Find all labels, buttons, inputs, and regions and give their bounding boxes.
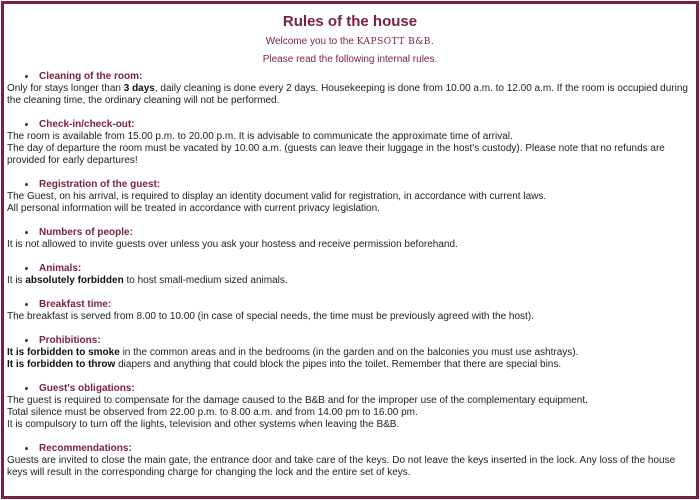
rule-heading-text: Check-in/check-out:	[39, 119, 135, 130]
rule-heading	[7, 298, 692, 311]
rule-text	[7, 191, 692, 203]
rule-heading-text: Recommendations:	[39, 443, 132, 454]
rule-text	[7, 275, 692, 287]
rule-text	[7, 419, 692, 431]
rule-text-part: It is not allowed to invite guests over unless you ask your hostess and receive permission beforehand.	[7, 239, 458, 250]
rule-text	[7, 239, 692, 251]
rule-heading-text: Prohibitions:	[39, 335, 101, 346]
document-frame	[1, 1, 699, 499]
rule-emphasis: absolutely forbidden	[25, 275, 124, 286]
rule-text	[7, 407, 692, 419]
rule-text-part: The breakfast is served from 8.00 to 10.00 (in case of special needs, the time must be previously agreed with the host).	[7, 311, 534, 322]
rule-text-part: Total silence must be observed from 22.00 p.m. to 8.00 a.m. and from 14.00 pm to 16.00 pm.	[7, 407, 418, 418]
rule-text	[7, 131, 692, 143]
rule-section	[7, 442, 692, 479]
rule-text-part: The day of departure the room must be vacated by 10.00 a.m. (guests can leave their luggage in the host's custody). Please note that no refunds are provided for early departures!	[7, 143, 665, 166]
rules-content	[4, 70, 696, 479]
rule-heading	[7, 118, 692, 131]
rule-section	[7, 298, 692, 323]
rule-section	[7, 118, 692, 167]
rule-text	[7, 203, 692, 215]
rule-text-part: The Guest, on his arrival, is required to display an identity document valid for registration, in accordance with current laws.	[7, 191, 547, 202]
rule-text-part: , daily cleaning is done every 2 days. Housekeeping is done from 10.00 a.m. to 12.00 a.m. If the room is occupied during the cleaning time, the ordinary cleaning will not be performed.	[7, 83, 688, 106]
rule-text-part: It is compulsory to turn off the lights, television and other systems when leaving the B&B.	[7, 419, 400, 430]
rule-heading-text: Numbers of people:	[39, 227, 133, 238]
rule-heading-text: Animals:	[39, 263, 82, 274]
rule-heading	[7, 442, 692, 455]
rule-text	[7, 347, 692, 359]
rule-text-part: in the common areas and in the bedrooms (in the garden and on the balconies you must use ashtrays).	[119, 347, 579, 358]
rule-section	[7, 382, 692, 431]
rule-text-part: Only for stays longer than	[7, 83, 124, 94]
rule-text-part: All personal information will be treated in accordance with current privacy legislation.	[7, 203, 380, 214]
rule-text-part: It is	[7, 275, 26, 286]
rule-text-part: diapers and anything that could block the pipes into the toilet. Remember that there are special bins.	[115, 359, 562, 370]
rule-heading	[7, 178, 692, 191]
rule-heading-text: Guest's obligations:	[39, 383, 135, 394]
rule-text	[7, 455, 692, 479]
intro-read-line: Please read the following internal rules.	[262, 54, 438, 65]
rule-heading	[7, 70, 692, 83]
rule-section	[7, 262, 692, 287]
rule-heading-text: Cleaning of the room:	[39, 71, 143, 82]
rule-text-part: The guest is required to compensate for the damage caused to the B&B and for the improper use of the complementary equipment.	[7, 395, 588, 406]
intro-welcome-line	[4, 35, 696, 49]
brand-name: KAPSOTT B&B.	[356, 37, 435, 47]
rule-text	[7, 83, 692, 107]
rule-heading-text: Registration of the guest:	[39, 179, 161, 190]
rule-heading	[7, 334, 692, 347]
rule-heading	[7, 262, 692, 275]
rule-section	[7, 334, 692, 371]
rule-heading	[7, 382, 692, 395]
rule-heading	[7, 226, 692, 239]
rule-emphasis: It is forbidden to throw	[7, 359, 116, 370]
rule-text	[7, 311, 692, 323]
rule-text	[7, 395, 692, 407]
rule-text-part: to host small-medium sized animals.	[123, 275, 288, 286]
page-title: Rules of the house	[282, 13, 418, 30]
rule-text-part: The room is available from 15.00 p.m. to 20.00 p.m. It is advisable to communicate the approximate time of arrival.	[7, 131, 513, 142]
welcome-text: Welcome you to the	[265, 36, 354, 47]
rule-emphasis: 3 days	[123, 83, 155, 94]
rule-heading-text: Breakfast time:	[39, 299, 112, 310]
rule-text-part: Guests are invited to close the main gate, the entrance door and take care of the keys. Do not leave the keys inserted in the lock. Any loss of the house keys will result in the corresponding charge for changing the lock and the entire set of keys.	[7, 455, 676, 478]
rule-emphasis: It is forbidden to smoke	[7, 347, 120, 358]
rule-section	[7, 70, 692, 107]
rule-text	[7, 359, 692, 371]
rule-section	[7, 226, 692, 251]
rule-text	[7, 143, 692, 167]
rule-section	[7, 178, 692, 215]
